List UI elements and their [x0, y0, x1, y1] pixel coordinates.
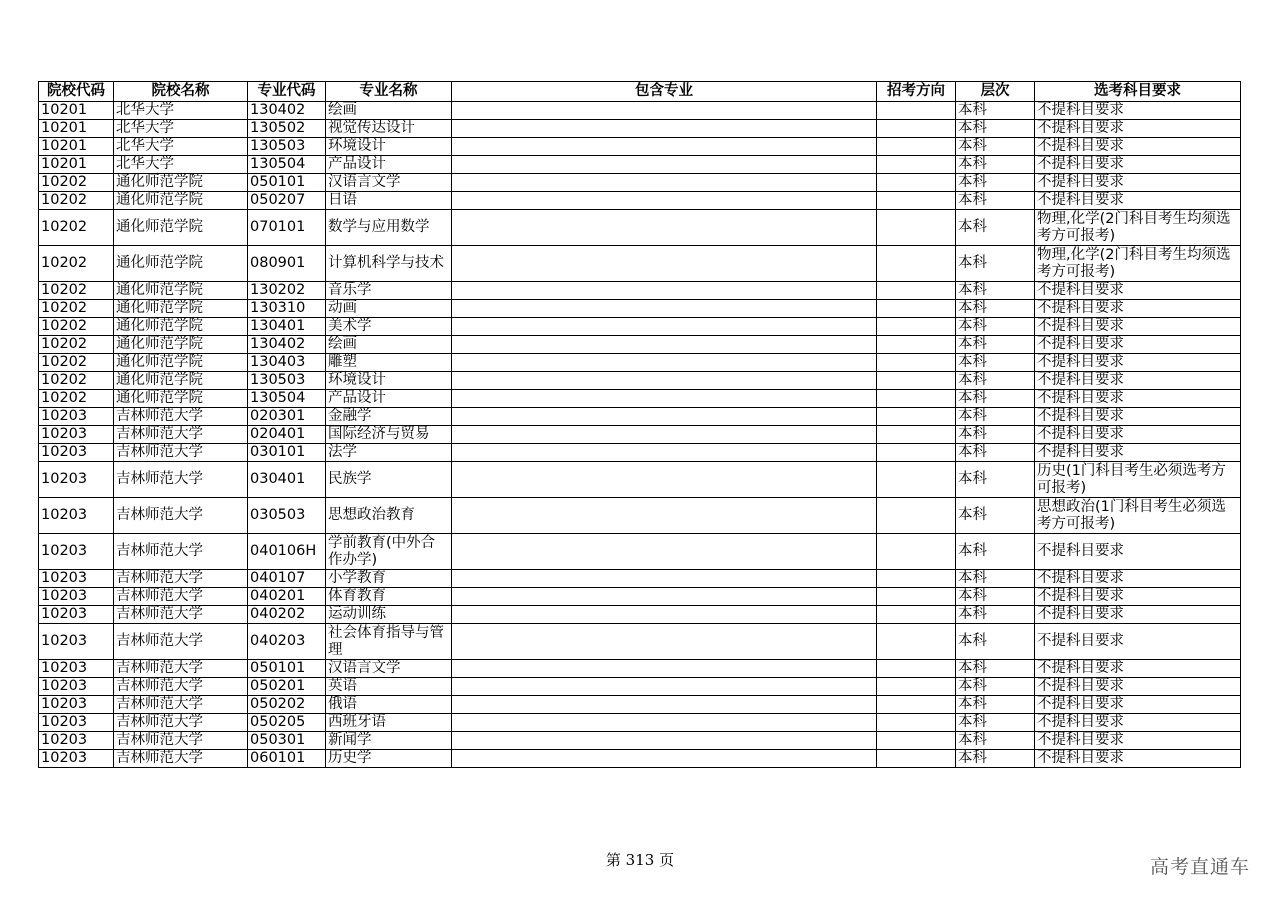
- cell-level: 本科: [956, 660, 1035, 678]
- cell-school-code: 10202: [39, 282, 114, 300]
- cell-level: 本科: [956, 696, 1035, 714]
- cell-school-code: 10202: [39, 192, 114, 210]
- cell-subject-requirement: 不提科目要求: [1035, 300, 1241, 318]
- cell-major-code: 050301: [248, 732, 326, 750]
- table-row: [39, 714, 1241, 732]
- cell-major-code: 130403: [248, 354, 326, 372]
- cell-subject-requirement: 不提科目要求: [1035, 156, 1241, 174]
- cell-major-code: 080901: [248, 246, 326, 282]
- header-subject-requirement: 选考科目要求: [1035, 82, 1241, 102]
- cell-subject-requirement: 物理,化学(2门科目考生均须选考方可报考): [1035, 210, 1241, 246]
- cell-subject-requirement: 不提科目要求: [1035, 588, 1241, 606]
- cell-included-majors: [452, 678, 877, 696]
- watermark-logo-text: 高考直通车: [1149, 856, 1250, 878]
- cell-major-code: 070101: [248, 210, 326, 246]
- table-row: [39, 174, 1241, 192]
- cell-subject-requirement: 不提科目要求: [1035, 606, 1241, 624]
- cell-school-code: 10201: [39, 102, 114, 120]
- cell-level: 本科: [956, 102, 1035, 120]
- cell-level: 本科: [956, 336, 1035, 354]
- cell-major-name: 绘画: [326, 102, 452, 120]
- cell-subject-requirement: 不提科目要求: [1035, 570, 1241, 588]
- cell-major-name: 汉语言文学: [326, 174, 452, 192]
- cell-direction: [877, 120, 956, 138]
- cell-direction: [877, 354, 956, 372]
- cell-school-code: 10203: [39, 732, 114, 750]
- cell-direction: [877, 246, 956, 282]
- cell-included-majors: [452, 714, 877, 732]
- cell-school-name: 通化师范学院: [114, 300, 248, 318]
- cell-included-majors: [452, 318, 877, 336]
- table-row: [39, 156, 1241, 174]
- cell-school-code: 10203: [39, 624, 114, 660]
- table-row: [39, 300, 1241, 318]
- table-body: [39, 102, 1241, 768]
- cell-direction: [877, 732, 956, 750]
- cell-subject-requirement: 不提科目要求: [1035, 408, 1241, 426]
- cell-level: 本科: [956, 714, 1035, 732]
- cell-major-name: 动画: [326, 300, 452, 318]
- cell-level: 本科: [956, 156, 1035, 174]
- header-direction: 招考方向: [877, 82, 956, 102]
- cell-school-code: 10203: [39, 426, 114, 444]
- cell-major-name: 数学与应用数学: [326, 210, 452, 246]
- cell-level: 本科: [956, 120, 1035, 138]
- cell-direction: [877, 192, 956, 210]
- cell-subject-requirement: 不提科目要求: [1035, 138, 1241, 156]
- cell-subject-requirement: 不提科目要求: [1035, 696, 1241, 714]
- cell-direction: [877, 390, 956, 408]
- cell-school-name: 通化师范学院: [114, 174, 248, 192]
- cell-major-name: 音乐学: [326, 282, 452, 300]
- table-row: [39, 354, 1241, 372]
- cell-included-majors: [452, 336, 877, 354]
- table-row: [39, 462, 1241, 498]
- cell-major-name: 产品设计: [326, 390, 452, 408]
- table-row: [39, 624, 1241, 660]
- cell-major-code: 130504: [248, 390, 326, 408]
- cell-included-majors: [452, 588, 877, 606]
- cell-school-name: 吉林师范大学: [114, 624, 248, 660]
- cell-level: 本科: [956, 570, 1035, 588]
- cell-school-code: 10203: [39, 444, 114, 462]
- header-major-code: 专业代码: [248, 82, 326, 102]
- cell-included-majors: [452, 624, 877, 660]
- cell-school-code: 10203: [39, 606, 114, 624]
- cell-subject-requirement: 不提科目要求: [1035, 426, 1241, 444]
- table-row: [39, 246, 1241, 282]
- table-row: [39, 606, 1241, 624]
- cell-direction: [877, 138, 956, 156]
- cell-major-name: 体育教育: [326, 588, 452, 606]
- table-row: [39, 444, 1241, 462]
- cell-major-name: 小学教育: [326, 570, 452, 588]
- cell-subject-requirement: 不提科目要求: [1035, 174, 1241, 192]
- cell-subject-requirement: 不提科目要求: [1035, 660, 1241, 678]
- cell-major-name: 汉语言文学: [326, 660, 452, 678]
- cell-direction: [877, 498, 956, 534]
- cell-level: 本科: [956, 300, 1035, 318]
- cell-major-code: 130402: [248, 336, 326, 354]
- cell-included-majors: [452, 570, 877, 588]
- cell-major-name: 西班牙语: [326, 714, 452, 732]
- cell-subject-requirement: 不提科目要求: [1035, 120, 1241, 138]
- cell-school-name: 吉林师范大学: [114, 462, 248, 498]
- cell-included-majors: [452, 498, 877, 534]
- cell-major-name: 产品设计: [326, 156, 452, 174]
- cell-level: 本科: [956, 174, 1035, 192]
- cell-direction: [877, 750, 956, 768]
- cell-major-code: 040106H: [248, 534, 326, 570]
- cell-major-name: 美术学: [326, 318, 452, 336]
- table-row: [39, 696, 1241, 714]
- table-row: [39, 408, 1241, 426]
- cell-school-name: 通化师范学院: [114, 336, 248, 354]
- cell-major-name: 历史学: [326, 750, 452, 768]
- cell-included-majors: [452, 696, 877, 714]
- table-row: [39, 390, 1241, 408]
- table-row: [39, 102, 1241, 120]
- cell-major-code: 050207: [248, 192, 326, 210]
- cell-subject-requirement: 不提科目要求: [1035, 750, 1241, 768]
- cell-subject-requirement: 不提科目要求: [1035, 714, 1241, 732]
- cell-major-name: 社会体育指导与管理: [326, 624, 452, 660]
- cell-included-majors: [452, 174, 877, 192]
- cell-major-code: 130310: [248, 300, 326, 318]
- cell-subject-requirement: 不提科目要求: [1035, 318, 1241, 336]
- cell-level: 本科: [956, 534, 1035, 570]
- table-row: [39, 750, 1241, 768]
- cell-school-name: 吉林师范大学: [114, 750, 248, 768]
- cell-direction: [877, 426, 956, 444]
- cell-major-name: 学前教育(中外合作办学): [326, 534, 452, 570]
- cell-school-code: 10202: [39, 390, 114, 408]
- cell-major-name: 环境设计: [326, 372, 452, 390]
- header-row: [39, 82, 1241, 102]
- cell-subject-requirement: 不提科目要求: [1035, 732, 1241, 750]
- cell-school-name: 吉林师范大学: [114, 606, 248, 624]
- cell-subject-requirement: 物理,化学(2门科目考生均须选考方可报考): [1035, 246, 1241, 282]
- table-row: [39, 282, 1241, 300]
- cell-direction: [877, 102, 956, 120]
- cell-school-name: 吉林师范大学: [114, 444, 248, 462]
- table-row: [39, 570, 1241, 588]
- cell-school-code: 10203: [39, 660, 114, 678]
- cell-direction: [877, 174, 956, 192]
- cell-direction: [877, 624, 956, 660]
- cell-major-name: 雕塑: [326, 354, 452, 372]
- cell-level: 本科: [956, 624, 1035, 660]
- cell-subject-requirement: 思想政治(1门科目考生必须选考方可报考): [1035, 498, 1241, 534]
- cell-subject-requirement: 不提科目要求: [1035, 444, 1241, 462]
- cell-direction: [877, 408, 956, 426]
- cell-school-name: 吉林师范大学: [114, 732, 248, 750]
- cell-subject-requirement: 不提科目要求: [1035, 192, 1241, 210]
- cell-school-code: 10203: [39, 678, 114, 696]
- cell-included-majors: [452, 372, 877, 390]
- cell-major-name: 绘画: [326, 336, 452, 354]
- cell-school-code: 10203: [39, 750, 114, 768]
- cell-included-majors: [452, 462, 877, 498]
- cell-included-majors: [452, 138, 877, 156]
- cell-school-name: 吉林师范大学: [114, 696, 248, 714]
- cell-level: 本科: [956, 390, 1035, 408]
- cell-subject-requirement: 不提科目要求: [1035, 624, 1241, 660]
- cell-major-code: 060101: [248, 750, 326, 768]
- table-row: [39, 120, 1241, 138]
- cell-subject-requirement: 不提科目要求: [1035, 102, 1241, 120]
- header-included-majors: 包含专业: [452, 82, 877, 102]
- cell-major-code: 130503: [248, 138, 326, 156]
- cell-direction: [877, 156, 956, 174]
- cell-major-code: 130502: [248, 120, 326, 138]
- cell-school-name: 通化师范学院: [114, 246, 248, 282]
- cell-major-code: 130504: [248, 156, 326, 174]
- cell-major-code: 050101: [248, 660, 326, 678]
- cell-school-name: 吉林师范大学: [114, 570, 248, 588]
- cell-major-code: 030401: [248, 462, 326, 498]
- cell-included-majors: [452, 282, 877, 300]
- table-row: [39, 660, 1241, 678]
- cell-direction: [877, 696, 956, 714]
- table-row: [39, 138, 1241, 156]
- cell-school-name: 通化师范学院: [114, 372, 248, 390]
- cell-level: 本科: [956, 192, 1035, 210]
- cell-major-name: 俄语: [326, 696, 452, 714]
- cell-level: 本科: [956, 408, 1035, 426]
- cell-major-code: 130503: [248, 372, 326, 390]
- cell-school-name: 通化师范学院: [114, 354, 248, 372]
- cell-direction: [877, 678, 956, 696]
- cell-school-code: 10203: [39, 462, 114, 498]
- cell-direction: [877, 462, 956, 498]
- cell-major-name: 英语: [326, 678, 452, 696]
- header-level: 层次: [956, 82, 1035, 102]
- cell-level: 本科: [956, 246, 1035, 282]
- cell-direction: [877, 210, 956, 246]
- table-row: [39, 678, 1241, 696]
- cell-level: 本科: [956, 444, 1035, 462]
- cell-school-code: 10203: [39, 570, 114, 588]
- cell-direction: [877, 300, 956, 318]
- cell-school-name: 通化师范学院: [114, 282, 248, 300]
- cell-included-majors: [452, 102, 877, 120]
- table-row: [39, 588, 1241, 606]
- cell-direction: [877, 534, 956, 570]
- cell-major-name: 民族学: [326, 462, 452, 498]
- table-row: [39, 534, 1241, 570]
- cell-level: 本科: [956, 462, 1035, 498]
- cell-included-majors: [452, 750, 877, 768]
- cell-direction: [877, 336, 956, 354]
- page-number: 第 313 页: [605, 851, 675, 869]
- cell-direction: [877, 282, 956, 300]
- cell-level: 本科: [956, 372, 1035, 390]
- cell-major-code: 040203: [248, 624, 326, 660]
- cell-school-name: 吉林师范大学: [114, 714, 248, 732]
- table-row: [39, 426, 1241, 444]
- cell-direction: [877, 660, 956, 678]
- cell-included-majors: [452, 156, 877, 174]
- cell-school-code: 10201: [39, 138, 114, 156]
- cell-subject-requirement: 历史(1门科目考生必须选考方可报考): [1035, 462, 1241, 498]
- cell-major-name: 金融学: [326, 408, 452, 426]
- cell-included-majors: [452, 210, 877, 246]
- cell-level: 本科: [956, 354, 1035, 372]
- cell-major-name: 运动训练: [326, 606, 452, 624]
- cell-subject-requirement: 不提科目要求: [1035, 354, 1241, 372]
- cell-major-code: 040201: [248, 588, 326, 606]
- cell-level: 本科: [956, 588, 1035, 606]
- cell-level: 本科: [956, 678, 1035, 696]
- cell-direction: [877, 714, 956, 732]
- cell-school-name: 吉林师范大学: [114, 588, 248, 606]
- cell-school-name: 通化师范学院: [114, 192, 248, 210]
- cell-school-code: 10202: [39, 318, 114, 336]
- cell-school-code: 10201: [39, 156, 114, 174]
- cell-school-name: 吉林师范大学: [114, 534, 248, 570]
- cell-included-majors: [452, 660, 877, 678]
- cell-subject-requirement: 不提科目要求: [1035, 372, 1241, 390]
- cell-major-code: 050205: [248, 714, 326, 732]
- table-row: [39, 732, 1241, 750]
- cell-included-majors: [452, 426, 877, 444]
- cell-school-code: 10202: [39, 354, 114, 372]
- cell-subject-requirement: 不提科目要求: [1035, 678, 1241, 696]
- cell-school-name: 北华大学: [114, 156, 248, 174]
- cell-level: 本科: [956, 498, 1035, 534]
- cell-included-majors: [452, 732, 877, 750]
- cell-school-name: 通化师范学院: [114, 318, 248, 336]
- cell-school-code: 10201: [39, 120, 114, 138]
- cell-major-code: 130401: [248, 318, 326, 336]
- cell-major-name: 国际经济与贸易: [326, 426, 452, 444]
- cell-major-code: 130202: [248, 282, 326, 300]
- cell-school-name: 吉林师范大学: [114, 660, 248, 678]
- cell-school-name: 吉林师范大学: [114, 426, 248, 444]
- cell-school-code: 10202: [39, 210, 114, 246]
- cell-school-code: 10203: [39, 408, 114, 426]
- cell-level: 本科: [956, 750, 1035, 768]
- cell-major-code: 040107: [248, 570, 326, 588]
- table-row: [39, 336, 1241, 354]
- cell-major-code: 020301: [248, 408, 326, 426]
- cell-level: 本科: [956, 606, 1035, 624]
- header-school-name: 院校名称: [114, 82, 248, 102]
- cell-school-code: 10202: [39, 372, 114, 390]
- cell-direction: [877, 588, 956, 606]
- cell-level: 本科: [956, 426, 1035, 444]
- cell-major-code: 030101: [248, 444, 326, 462]
- cell-major-name: 法学: [326, 444, 452, 462]
- cell-school-code: 10203: [39, 714, 114, 732]
- cell-included-majors: [452, 246, 877, 282]
- cell-school-name: 北华大学: [114, 138, 248, 156]
- cell-school-name: 吉林师范大学: [114, 408, 248, 426]
- cell-major-name: 新闻学: [326, 732, 452, 750]
- cell-school-code: 10202: [39, 174, 114, 192]
- header-major-name: 专业名称: [326, 82, 452, 102]
- cell-major-name: 视觉传达设计: [326, 120, 452, 138]
- cell-school-name: 北华大学: [114, 120, 248, 138]
- cell-school-code: 10202: [39, 246, 114, 282]
- cell-major-code: 050201: [248, 678, 326, 696]
- cell-included-majors: [452, 354, 877, 372]
- cell-school-name: 通化师范学院: [114, 390, 248, 408]
- cell-school-code: 10203: [39, 696, 114, 714]
- cell-school-code: 10202: [39, 336, 114, 354]
- cell-included-majors: [452, 300, 877, 318]
- table-row: [39, 372, 1241, 390]
- cell-school-code: 10203: [39, 588, 114, 606]
- cell-direction: [877, 570, 956, 588]
- admission-table: [38, 81, 1241, 768]
- cell-included-majors: [452, 192, 877, 210]
- cell-school-name: 北华大学: [114, 102, 248, 120]
- cell-level: 本科: [956, 732, 1035, 750]
- cell-level: 本科: [956, 210, 1035, 246]
- cell-major-code: 130402: [248, 102, 326, 120]
- table-row: [39, 318, 1241, 336]
- cell-school-name: 吉林师范大学: [114, 678, 248, 696]
- cell-major-name: 日语: [326, 192, 452, 210]
- cell-subject-requirement: 不提科目要求: [1035, 336, 1241, 354]
- cell-included-majors: [452, 534, 877, 570]
- cell-included-majors: [452, 120, 877, 138]
- header-school-code: 院校代码: [39, 82, 114, 102]
- cell-school-code: 10202: [39, 300, 114, 318]
- cell-major-name: 计算机科学与技术: [326, 246, 452, 282]
- cell-subject-requirement: 不提科目要求: [1035, 534, 1241, 570]
- cell-major-name: 思想政治教育: [326, 498, 452, 534]
- cell-school-name: 通化师范学院: [114, 210, 248, 246]
- cell-major-code: 050101: [248, 174, 326, 192]
- cell-major-name: 环境设计: [326, 138, 452, 156]
- cell-direction: [877, 372, 956, 390]
- cell-direction: [877, 318, 956, 336]
- cell-direction: [877, 606, 956, 624]
- cell-level: 本科: [956, 282, 1035, 300]
- cell-major-code: 050202: [248, 696, 326, 714]
- cell-included-majors: [452, 390, 877, 408]
- cell-school-name: 吉林师范大学: [114, 498, 248, 534]
- cell-major-code: 030503: [248, 498, 326, 534]
- cell-level: 本科: [956, 138, 1035, 156]
- cell-included-majors: [452, 408, 877, 426]
- table-row: [39, 498, 1241, 534]
- table-row: [39, 192, 1241, 210]
- cell-school-code: 10203: [39, 498, 114, 534]
- cell-subject-requirement: 不提科目要求: [1035, 390, 1241, 408]
- cell-level: 本科: [956, 318, 1035, 336]
- cell-included-majors: [452, 606, 877, 624]
- cell-direction: [877, 444, 956, 462]
- cell-school-code: 10203: [39, 534, 114, 570]
- cell-subject-requirement: 不提科目要求: [1035, 282, 1241, 300]
- table-row: [39, 210, 1241, 246]
- cell-included-majors: [452, 444, 877, 462]
- cell-major-code: 020401: [248, 426, 326, 444]
- cell-major-code: 040202: [248, 606, 326, 624]
